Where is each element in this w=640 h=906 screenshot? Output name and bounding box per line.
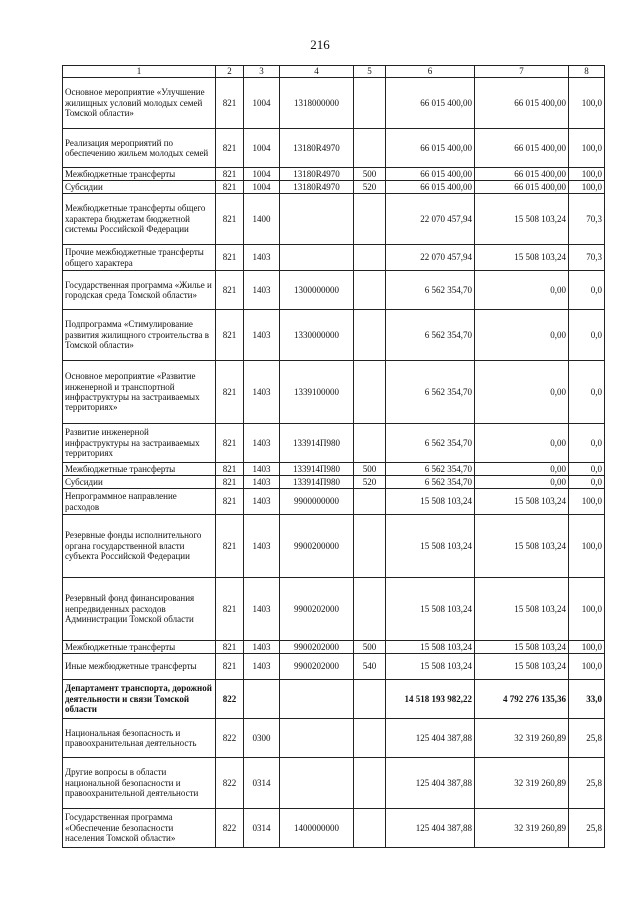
actual-amount-cell: 15 508 103,24	[475, 245, 569, 271]
expense-type-cell	[354, 271, 386, 310]
section-code-cell: 1403	[244, 245, 280, 271]
table-body	[63, 66, 605, 848]
column-header: 2	[216, 66, 244, 78]
percent-cell: 0,0	[569, 271, 605, 310]
ministry-code-cell: 821	[216, 489, 244, 515]
ministry-code-cell: 822	[216, 719, 244, 758]
row-name-cell: Основное мероприятие «Улучшение жилищных условий молодых семей Томской области»	[63, 78, 216, 129]
section-code-cell: 1403	[244, 310, 280, 361]
row-name-cell: Межбюджетные трансферты	[63, 463, 216, 476]
expense-type-cell: 500	[354, 463, 386, 476]
expense-type-cell	[354, 361, 386, 424]
plan-amount-cell: 125 404 387,88	[386, 758, 475, 809]
plan-amount-cell: 6 562 354,70	[386, 361, 475, 424]
section-code-cell: 1403	[244, 476, 280, 489]
expense-type-cell	[354, 489, 386, 515]
target-code-cell: 133914П980	[280, 463, 354, 476]
expense-type-cell	[354, 78, 386, 129]
row-name-cell: Развитие инженерной инфраструктуры на застраиваемых территориях	[63, 424, 216, 463]
ministry-code-cell: 821	[216, 168, 244, 181]
plan-amount-cell: 125 404 387,88	[386, 719, 475, 758]
ministry-code-cell: 821	[216, 245, 244, 271]
table-row	[63, 680, 605, 719]
column-header: 8	[569, 66, 605, 78]
target-code-cell: 13180R4970	[280, 129, 354, 168]
table-row	[63, 641, 605, 654]
table-row	[63, 194, 605, 245]
actual-amount-cell: 15 508 103,24	[475, 641, 569, 654]
section-code-cell: 1004	[244, 168, 280, 181]
table-row	[63, 129, 605, 168]
percent-cell: 100,0	[569, 654, 605, 680]
percent-cell: 0,0	[569, 476, 605, 489]
row-name-cell: Основное мероприятие «Развитие инженерной и транспортной инфраструктуры на застраиваемых территориях»	[63, 361, 216, 424]
ministry-code-cell: 821	[216, 641, 244, 654]
ministry-code-cell: 822	[216, 758, 244, 809]
actual-amount-cell: 0,00	[475, 271, 569, 310]
expense-type-cell	[354, 515, 386, 578]
percent-cell: 25,8	[569, 758, 605, 809]
actual-amount-cell: 0,00	[475, 310, 569, 361]
table-row	[63, 476, 605, 489]
ministry-code-cell: 821	[216, 463, 244, 476]
section-code-cell: 1004	[244, 78, 280, 129]
row-name-cell: Подпрограмма «Стимулирование развития жилищного строительства в Томской области»	[63, 310, 216, 361]
actual-amount-cell: 15 508 103,24	[475, 654, 569, 680]
target-code-cell: 9900202000	[280, 578, 354, 641]
percent-cell: 25,8	[569, 809, 605, 848]
target-code-cell	[280, 680, 354, 719]
actual-amount-cell: 32 319 260,89	[475, 758, 569, 809]
percent-cell: 100,0	[569, 641, 605, 654]
ministry-code-cell: 821	[216, 515, 244, 578]
row-name-cell: Резервный фонд финансирования непредвиденных расходов Администрации Томской области	[63, 578, 216, 641]
percent-cell: 100,0	[569, 168, 605, 181]
plan-amount-cell: 125 404 387,88	[386, 809, 475, 848]
row-name-cell: Субсидии	[63, 476, 216, 489]
section-code-cell: 1004	[244, 129, 280, 168]
plan-amount-cell: 22 070 457,94	[386, 245, 475, 271]
percent-cell: 25,8	[569, 719, 605, 758]
row-name-cell: Национальная безопасность и правоохранительная деятельность	[63, 719, 216, 758]
plan-amount-cell: 14 518 193 982,22	[386, 680, 475, 719]
target-code-cell: 1330000000	[280, 310, 354, 361]
expense-type-cell	[354, 129, 386, 168]
expense-type-cell	[354, 578, 386, 641]
plan-amount-cell: 66 015 400,00	[386, 129, 475, 168]
row-name-cell: Субсидии	[63, 181, 216, 194]
column-header: 7	[475, 66, 569, 78]
ministry-code-cell: 822	[216, 809, 244, 848]
ministry-code-cell: 821	[216, 424, 244, 463]
ministry-code-cell: 822	[216, 680, 244, 719]
table-row	[63, 578, 605, 641]
ministry-code-cell: 821	[216, 271, 244, 310]
actual-amount-cell: 0,00	[475, 463, 569, 476]
section-code-cell: 1403	[244, 578, 280, 641]
plan-amount-cell: 15 508 103,24	[386, 654, 475, 680]
target-code-cell	[280, 194, 354, 245]
percent-cell: 0,0	[569, 361, 605, 424]
target-code-cell: 1300000000	[280, 271, 354, 310]
row-name-cell: Другие вопросы в области национальной безопасности и правоохранительной деятельности	[63, 758, 216, 809]
row-name-cell: Реализация мероприятий по обеспечению жильем молодых семей	[63, 129, 216, 168]
percent-cell: 100,0	[569, 181, 605, 194]
percent-cell: 70,3	[569, 194, 605, 245]
section-code-cell: 1403	[244, 271, 280, 310]
table-row	[63, 181, 605, 194]
target-code-cell: 1400000000	[280, 809, 354, 848]
expense-type-cell: 500	[354, 168, 386, 181]
column-header: 4	[280, 66, 354, 78]
row-name-cell: Межбюджетные трансферты	[63, 641, 216, 654]
actual-amount-cell: 66 015 400,00	[475, 168, 569, 181]
expense-type-cell	[354, 245, 386, 271]
actual-amount-cell: 15 508 103,24	[475, 578, 569, 641]
target-code-cell: 133914П980	[280, 424, 354, 463]
page-number: 216	[310, 37, 330, 52]
percent-cell: 0,0	[569, 424, 605, 463]
section-code-cell: 1403	[244, 641, 280, 654]
row-name-cell: Непрограммное направление расходов	[63, 489, 216, 515]
row-name-cell: Межбюджетные трансферты	[63, 168, 216, 181]
percent-cell: 100,0	[569, 129, 605, 168]
actual-amount-cell: 66 015 400,00	[475, 78, 569, 129]
actual-amount-cell: 0,00	[475, 361, 569, 424]
actual-amount-cell: 0,00	[475, 424, 569, 463]
row-name-cell: Иные межбюджетные трансферты	[63, 654, 216, 680]
percent-cell: 100,0	[569, 489, 605, 515]
percent-cell: 100,0	[569, 515, 605, 578]
expense-type-cell	[354, 194, 386, 245]
section-code-cell: 0314	[244, 758, 280, 809]
column-header: 6	[386, 66, 475, 78]
column-header: 5	[354, 66, 386, 78]
table-row	[63, 758, 605, 809]
actual-amount-cell: 15 508 103,24	[475, 194, 569, 245]
section-code-cell: 1403	[244, 463, 280, 476]
expense-type-cell: 500	[354, 641, 386, 654]
table-row	[63, 463, 605, 476]
row-name-cell: Резервные фонды исполнительного органа государственной власти субъекта Российской Федерации	[63, 515, 216, 578]
row-name-cell: Прочие межбюджетные трансферты общего характера	[63, 245, 216, 271]
section-code-cell: 1004	[244, 181, 280, 194]
table-header-row	[63, 66, 605, 78]
table-row	[63, 168, 605, 181]
section-code-cell	[244, 680, 280, 719]
section-code-cell: 1403	[244, 515, 280, 578]
table-row	[63, 719, 605, 758]
row-name-cell: Государственная программа «Жилье и городская среда Томской области»	[63, 271, 216, 310]
expense-type-cell: 540	[354, 654, 386, 680]
expense-type-cell	[354, 758, 386, 809]
percent-cell: 0,0	[569, 310, 605, 361]
expense-type-cell	[354, 310, 386, 361]
actual-amount-cell: 15 508 103,24	[475, 515, 569, 578]
target-code-cell: 9900202000	[280, 654, 354, 680]
plan-amount-cell: 6 562 354,70	[386, 271, 475, 310]
table-row	[63, 310, 605, 361]
actual-amount-cell: 66 015 400,00	[475, 181, 569, 194]
actual-amount-cell: 32 319 260,89	[475, 719, 569, 758]
row-name-cell: Департамент транспорта, дорожной деятельности и связи Томской области	[63, 680, 216, 719]
table-row	[63, 489, 605, 515]
percent-cell: 0,0	[569, 463, 605, 476]
ministry-code-cell: 821	[216, 361, 244, 424]
ministry-code-cell: 821	[216, 194, 244, 245]
expense-type-cell	[354, 680, 386, 719]
ministry-code-cell: 821	[216, 476, 244, 489]
table-row	[63, 361, 605, 424]
plan-amount-cell: 6 562 354,70	[386, 424, 475, 463]
plan-amount-cell: 15 508 103,24	[386, 641, 475, 654]
target-code-cell	[280, 719, 354, 758]
ministry-code-cell: 821	[216, 129, 244, 168]
table-row	[63, 654, 605, 680]
plan-amount-cell: 15 508 103,24	[386, 578, 475, 641]
table-row	[63, 424, 605, 463]
column-header: 3	[244, 66, 280, 78]
table-row	[63, 78, 605, 129]
expense-type-cell	[354, 809, 386, 848]
target-code-cell: 9900000000	[280, 489, 354, 515]
percent-cell: 100,0	[569, 578, 605, 641]
actual-amount-cell: 0,00	[475, 476, 569, 489]
section-code-cell: 1403	[244, 361, 280, 424]
plan-amount-cell: 6 562 354,70	[386, 476, 475, 489]
plan-amount-cell: 22 070 457,94	[386, 194, 475, 245]
expense-type-cell: 520	[354, 181, 386, 194]
plan-amount-cell: 66 015 400,00	[386, 168, 475, 181]
plan-amount-cell: 6 562 354,70	[386, 310, 475, 361]
section-code-cell: 0300	[244, 719, 280, 758]
target-code-cell: 9900200000	[280, 515, 354, 578]
section-code-cell: 1400	[244, 194, 280, 245]
table-row	[63, 809, 605, 848]
actual-amount-cell: 66 015 400,00	[475, 129, 569, 168]
section-code-cell: 1403	[244, 489, 280, 515]
percent-cell: 100,0	[569, 78, 605, 129]
ministry-code-cell: 821	[216, 78, 244, 129]
column-header: 1	[63, 66, 216, 78]
expense-type-cell: 520	[354, 476, 386, 489]
target-code-cell	[280, 758, 354, 809]
ministry-code-cell: 821	[216, 310, 244, 361]
target-code-cell: 13180R4970	[280, 168, 354, 181]
table-row	[63, 245, 605, 271]
section-code-cell: 1403	[244, 424, 280, 463]
plan-amount-cell: 6 562 354,70	[386, 463, 475, 476]
table-row	[63, 271, 605, 310]
ministry-code-cell: 821	[216, 654, 244, 680]
section-code-cell: 1403	[244, 654, 280, 680]
budget-table	[62, 65, 605, 848]
actual-amount-cell: 15 508 103,24	[475, 489, 569, 515]
row-name-cell: Межбюджетные трансферты общего характера бюджетам бюджетной системы Российской Федерации	[63, 194, 216, 245]
actual-amount-cell: 4 792 276 135,36	[475, 680, 569, 719]
row-name-cell: Государственная программа «Обеспечение безопасности населения Томской области»	[63, 809, 216, 848]
plan-amount-cell: 15 508 103,24	[386, 489, 475, 515]
percent-cell: 70,3	[569, 245, 605, 271]
table-row	[63, 515, 605, 578]
target-code-cell: 1339100000	[280, 361, 354, 424]
target-code-cell: 133914П980	[280, 476, 354, 489]
target-code-cell: 1318000000	[280, 78, 354, 129]
plan-amount-cell: 15 508 103,24	[386, 515, 475, 578]
expense-type-cell	[354, 719, 386, 758]
target-code-cell	[280, 245, 354, 271]
plan-amount-cell: 66 015 400,00	[386, 181, 475, 194]
target-code-cell: 9900202000	[280, 641, 354, 654]
percent-cell: 33,0	[569, 680, 605, 719]
plan-amount-cell: 66 015 400,00	[386, 78, 475, 129]
ministry-code-cell: 821	[216, 578, 244, 641]
actual-amount-cell: 32 319 260,89	[475, 809, 569, 848]
target-code-cell: 13180R4970	[280, 181, 354, 194]
ministry-code-cell: 821	[216, 181, 244, 194]
section-code-cell: 0314	[244, 809, 280, 848]
expense-type-cell	[354, 424, 386, 463]
